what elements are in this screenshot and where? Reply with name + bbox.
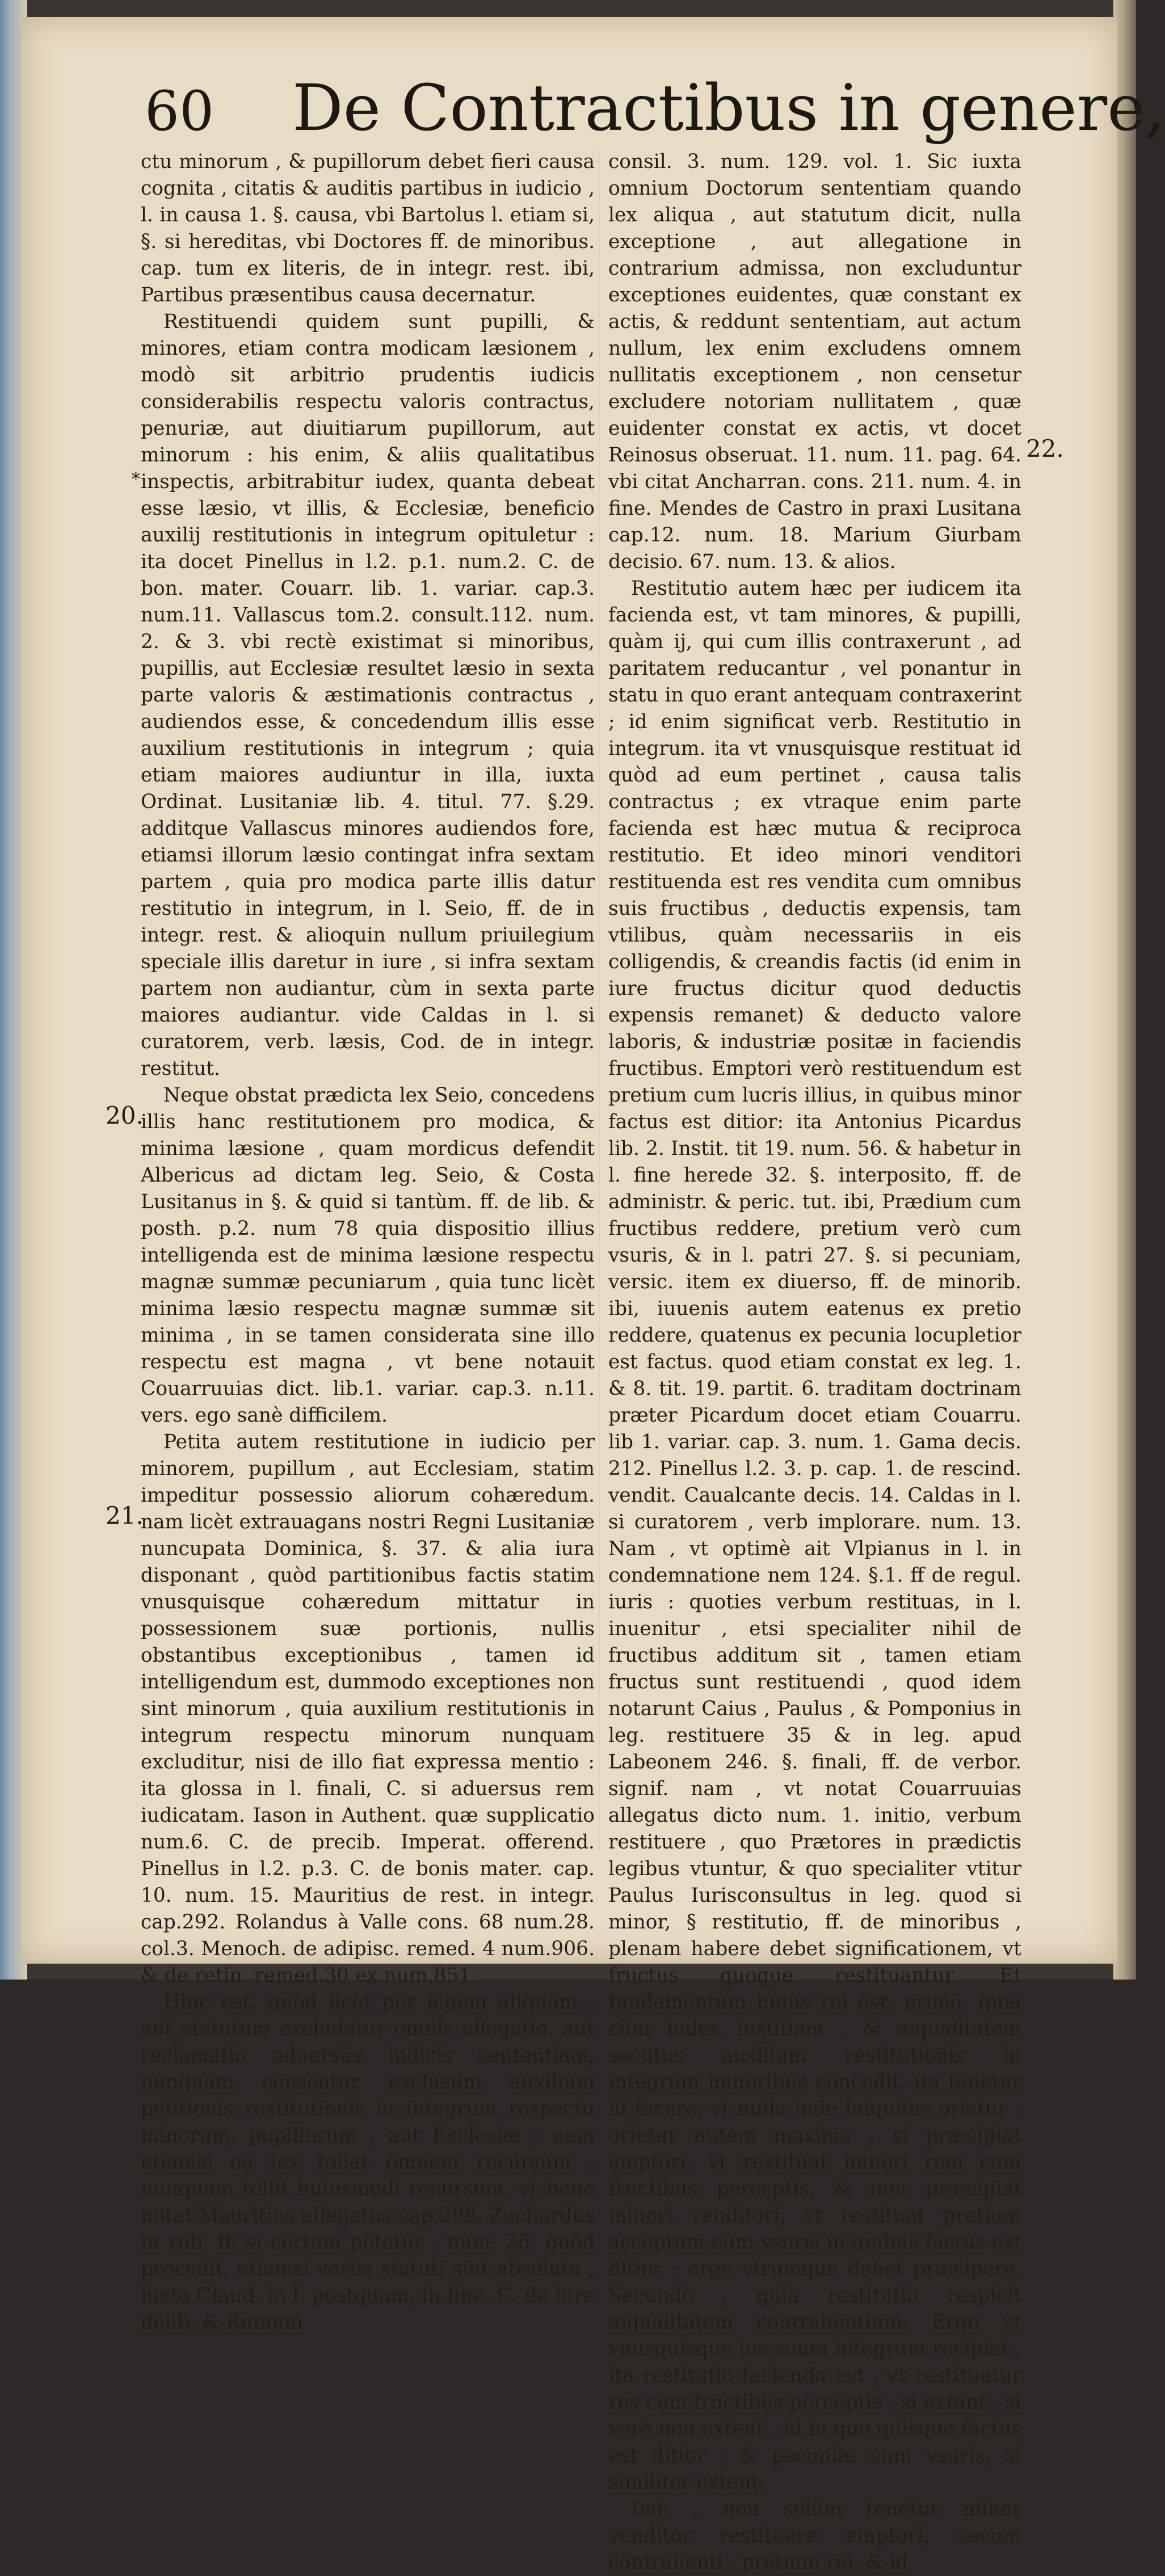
left-text-column	[141, 149, 595, 2334]
running-title: De Contractibus in genere,	[292, 72, 1165, 145]
margin-asterisk: *	[132, 469, 140, 489]
page-number: 60	[145, 79, 215, 143]
margin-number-22: 22.	[1026, 435, 1064, 463]
left-paragraph: ctu minorum , & pupillorum debet fieri causa cognita , citatis & auditis partibus in iudicio , l. in causa 1. §. causa, vbi Bartolus l. etiam si, §. si hereditas, vbi Doctores ff. de minoribus. cap. tum ex literis, de in integr. rest. ibi, Partibus præsentibus causa decernatur.	[141, 150, 595, 306]
left-paragraph: Neque obstat prædicta lex Seio, concedens illis hanc restitutionem pro modica, & minima læsione , quam mordicus defendit Albericus ad dictam leg. Seio, & Costa Lusitanus in §. & quid si tantùm. ff. de lib. & posth. p.2. num 78 quia dispositio illius intelligenda est de minima læsione respectu magnæ summæ pecuniarum , quia tunc licèt minima læsio respectu magnæ summæ sit minima , in se tamen considerata sine illo respectu est magna , vt bene notauit Couarruuias dict. lib.1. variar. cap.3. n.11. vers. ego sanè difficilem.	[141, 1084, 595, 1427]
left-paragraph: Hinc est, quòd licèt per legem aliquam , aut statutum excludatur omnis allegatio, aut reclamatio aduersùs iudicis sententiam, nunquam censeatur exclusum auxilium petitionis restitutionis in integrum respectu minorum, pupillorum , aut Ecclesiæ ; nam etiamsi ea lex tollat omnem recursum , nunquam tollit huiusmodi recursum, vt bene notat Mauritius allegatus cap.298. Zuchardus in rub. ff. si certum petatur , num. 26. quod procedit, etiamsi verba statuti sint absoluta , iuxta Claud. in l. postquam, in fine. C. de iure delib. & Ruinum	[141, 1991, 595, 2334]
column-gutter	[599, 149, 600, 1851]
left-paragraph: Restituendi quidem sunt pupilli, & minores, etiam contra modicam læsionem , modò sit arbitrio prudentis iudicis considerabilis respectu valoris contractus, penuriæ, aut diuitiarum pupillorum, aut minorum : his enim, & aliis qualitatibus inspectis, arbitrabitur iudex, quanta debeat esse læsio, vt illis, & Ecclesiæ, beneficio auxilij restitutionis in integrum opituletur : ita docet Pinellus in l.2. p.1. num.2. C. de bon. mater. Couarr. lib. 1. variar. cap.3. num.11. Vallascus tom.2. consult.112. num. 2. & 3. vbi rectè existimat si minoribus, pupillis, aut Ecclesiæ resultet læsio in sexta parte valoris & æstimationis contractus , audiendos esse, & concedendum illis esse auxilium restitutionis in integrum ; quia etiam maiores audiuntur in illa, iuxta Ordinat. Lusitaniæ lib. 4. titul. 77. §.29. additque Vallascus minores audiendos fore, etiamsi illorum læsio contingat infra sextam partem , quia pro modica parte illis datur restitutio in integrum, in l. Seio, ff. de in integr. rest. & alioquin nullum priuilegium speciale illis daretur in iure , si infra sextam partem non audiantur, cùm in sexta parte maiores audiantur. vide Caldas in l. si curatorem, verb. læsis, Cod. de in integr. restitut.	[141, 310, 595, 1080]
left-paragraph: Petita autem restitutione in iudicio per minorem, pupillum , aut Ecclesiam, statim impeditur possessio aliorum cohæredum. nam licèt extrauagans nostri Regni Lusitaniæ nuncupata Dominica, §. 37. & alia iura disponant , quòd partitionibus factis statim vnusquisque cohæredum mittatur in possessionem suæ portionis, nullis obstantibus exceptionibus , tamen id intelligendum est, dummodo exceptiones non sint minorum , quia auxilium restitutionis in integrum respectu minorum nunquam excluditur, nisi de illo fiat expressa mentio : ita glossa in l. finali, C. si aduersus rem iudicatam. Iason in Authent. quæ supplicatio num.6. C. de precib. Imperat. offerend. Pinellus in l.2. p.3. C. de bonis mater. cap. 10. num. 15. Mauritius de rest. in integr. cap.292. Rolandus à Valle cons. 68 num.28. col.3. Menoch. de adipisc. remed. 4 num.906. & de retin. remed.30 ex num.851.	[141, 1431, 595, 1987]
page-fore-edge	[1113, 0, 1136, 1980]
margin-number-21: 21.	[106, 1502, 144, 1529]
right-text-column	[608, 149, 1021, 2574]
right-paragraph: consil. 3. num. 129. vol. 1. Sic iuxta omnium Doctorum sententiam quando lex aliqua , aut statutum dicit, nulla exceptione , aut allegatione in contrarium admissa, non excluduntur exceptiones euidentes, quæ constant ex actis, & reddunt sententiam, aut actum nullum, lex enim excludens omnem nullitatis exceptionem , non censetur excludere notoriam nullitatem , quæ euidenter constat ex actis, vt docet Reinosus obseruat. 11. num. 11. pag. 64. vbi citat Ancharran. cons. 211. num. 4. in fine. Mendes de Castro in praxi Lusitana cap.12. num. 18. Marium Giurbam decisio. 67. num. 13. & alios.	[608, 150, 1021, 573]
margin-number-20: 20.	[106, 1102, 144, 1129]
right-paragraph: Imò , non solùm tenetur minor venditor restituere emptori, secum contrahenti , pretium rei, & id	[608, 2498, 1021, 2574]
page-header	[145, 72, 1165, 153]
right-paragraph: Restitutio autem hæc per iudicem ita facienda est, vt tam minores, & pupilli, quàm ij, qui cum illis contraxerunt , ad paritatem reducantur , vel ponantur in statu in quo erant antequam contraxerint ; id enim significat verb. Restitutio in integrum. ita vt vnusquisque restituat id quòd ad eum pertinet , causa talis contractus ; ex vtraque enim parte facienda est hæc mutua & reciproca restitutio. Et ideo minori venditori restituenda est res vendita cum omnibus suis fructibus , deductis expensis, tam vtilibus, quàm necessariis in eis colligendis, & creandis factis (id enim in iure fructus dicitur quod deductis expensis remanet) & deducto valore laboris, & industriæ positæ in faciendis fructibus. Emptori verò restituendum est pretium cum lucris illius, in quibus minor factus est ditior: ita Antonius Picardus lib. 2. Instit. tit 19. num. 56. & habetur in l. fine herede 32. §. interposito, ff. de administr. & peric. tut. ibi, Prædium cum fructibus reddere, pretium verò cum vsuris, & in l. patri 27. §. si pecuniam, versic. item ex diuerso, ff. de minorib. ibi, iuuenis autem eatenus ex pretio reddere, quatenus ex pecunia locupletior est factus. quod etiam constat ex leg. 1. & 8. tit. 19. partit. 6. traditam doctrinam præter Picardum docet etiam Couarru. lib 1. variar. cap. 3. num. 1. Gama decis. 212. Pinellus l.2. 3. p. cap. 1. de rescind. vendit. Caualcante decis. 14. Caldas in l. si curatorem , verb implorare. num. 13. Nam , vt optimè ait Vlpianus in l. in condemnatione nem 124. §.1. ff de regul. iuris : quoties verbum restituas, in l. inuenitur , etsi specialiter nihil de fructibus additum sit , tamen etiam fructus sunt restituendi , quod idem notarunt Caius , Paulus , & Pomponius in leg. restituere 35 & in leg. apud Labeonem 246. §. finali, ff. de verbor. signif. nam , vt notat Couarruuias allegatus dicto num. 1. initio, verbum restituere , quo Prætores in prædictis legibus vtuntur, & quo specialiter vtitur Paulus Iurisconsultus in leg. quod si minor, § restitutio, ff. de minoribus , plenam habere debet significationem, vt fructus quoque restituantur. Et fundamentum huius rei est, primò, quia cùm iudex iustitiam , & æqualitatem secutus auxilium restitutionis in integrum minoribus concedit, ita tenetur id facere, vt nulla inde iniquitas oriatur : orietur autem maxima , si præcipiat emptori, vt restituat minori rem cum fructibus perceptis, & non præcipiat minori venditori, vt restituat pretium acceptum cum vsuris in quibus factus est ditior ; ergo vtrumque debet præcipere. Secundò , quia restitutio respicit æqualitatem contrahentium. Ergo vt vnusquisque ius suum integrum recipiat , ita restitutio facienda est , vt restituatur res cum fructibus perceptis , si extant , si verò non extent , id in quo quisque factus est ditior ; & pecuniæ cum vsuris, si similiter extent.	[608, 577, 1021, 2494]
